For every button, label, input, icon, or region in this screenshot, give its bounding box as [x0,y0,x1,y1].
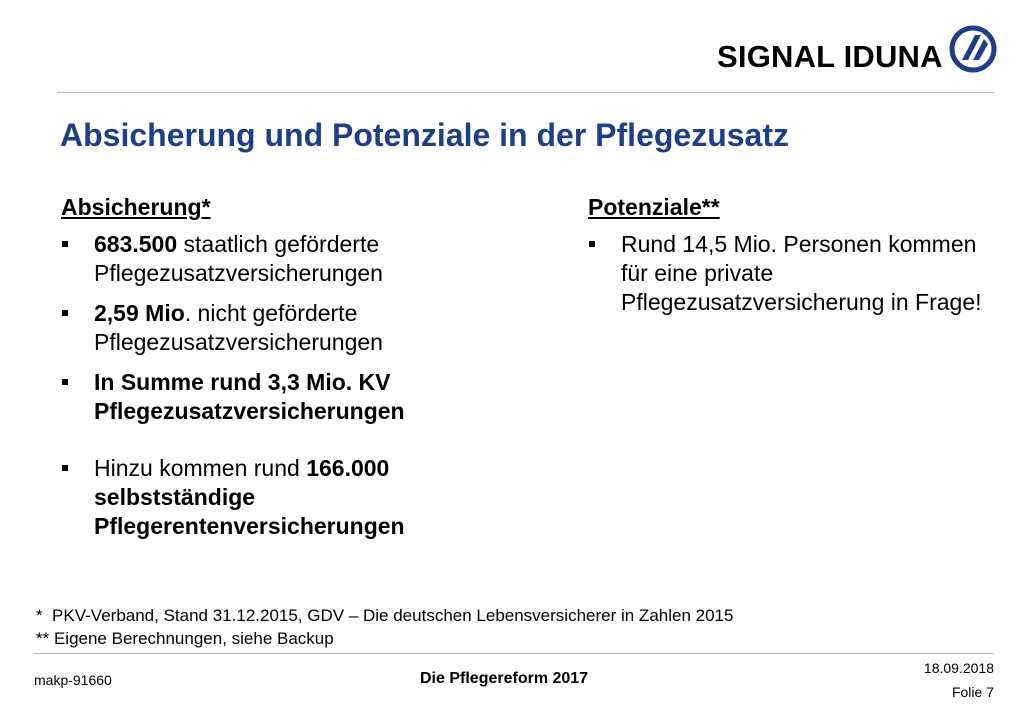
bullet-text: staatlich geförderte Pflegezusatzversicherungen [94,231,383,286]
bullet-text: Hinzu kommen rund [94,455,307,481]
bullet-square-icon [62,379,68,385]
brand-name: SIGNAL IDUNA [717,39,943,74]
document-code: makp-91660 [34,672,112,688]
bullet-square-icon [589,241,595,247]
slide-date: 18.09.2018 [923,660,994,676]
list-item [61,230,531,288]
presentation-title: Die Pflegereform 2017 [420,670,589,687]
list-item [588,230,988,317]
bullet-text: . nicht geförderte Pflegezusatzversicherungen [94,300,383,355]
brand-header [690,30,990,90]
absicherung-heading: Absicherung* [61,194,211,220]
bullet-square-icon [62,465,68,471]
footnote-2: ** Eigene Berechnungen, siehe Backup [36,629,334,648]
signal-iduna-logo-icon [948,24,998,74]
bullet-square-icon [62,310,68,316]
slide-title: Absicherung und Potenziale in der Pflegezusatz [60,117,789,153]
list-item [61,454,531,541]
footer-divider [34,653,994,654]
bullet-square-icon [62,241,68,247]
potenziale-column [588,193,988,328]
bullet-text: Rund 14,5 Mio. Personen kommen für eine private Pflegezusatzversicherung in Frage! [621,231,982,315]
list-item [61,368,531,426]
bullet-bold-text: 2,59 Mio [94,300,185,326]
header-divider [57,92,994,93]
footnotes [36,604,733,650]
bullet-bold-text: 166.000 selbstständige Pflegerentenversicherungen [94,455,405,539]
bullet-bold-text: In Summe rund 3,3 Mio. KV Pflegezusatzversicherungen [94,369,405,424]
potenziale-heading: Potenziale** [588,194,720,220]
list-item [61,299,531,357]
bullet-bold-text: 683.500 [94,231,178,257]
absicherung-column [61,193,531,552]
slide-number: Folie 7 [951,684,994,700]
footnote-1: * PKV-Verband, Stand 31.12.2015, GDV – Die deutschen Lebensversicherer in Zahlen 2015 [36,606,734,625]
